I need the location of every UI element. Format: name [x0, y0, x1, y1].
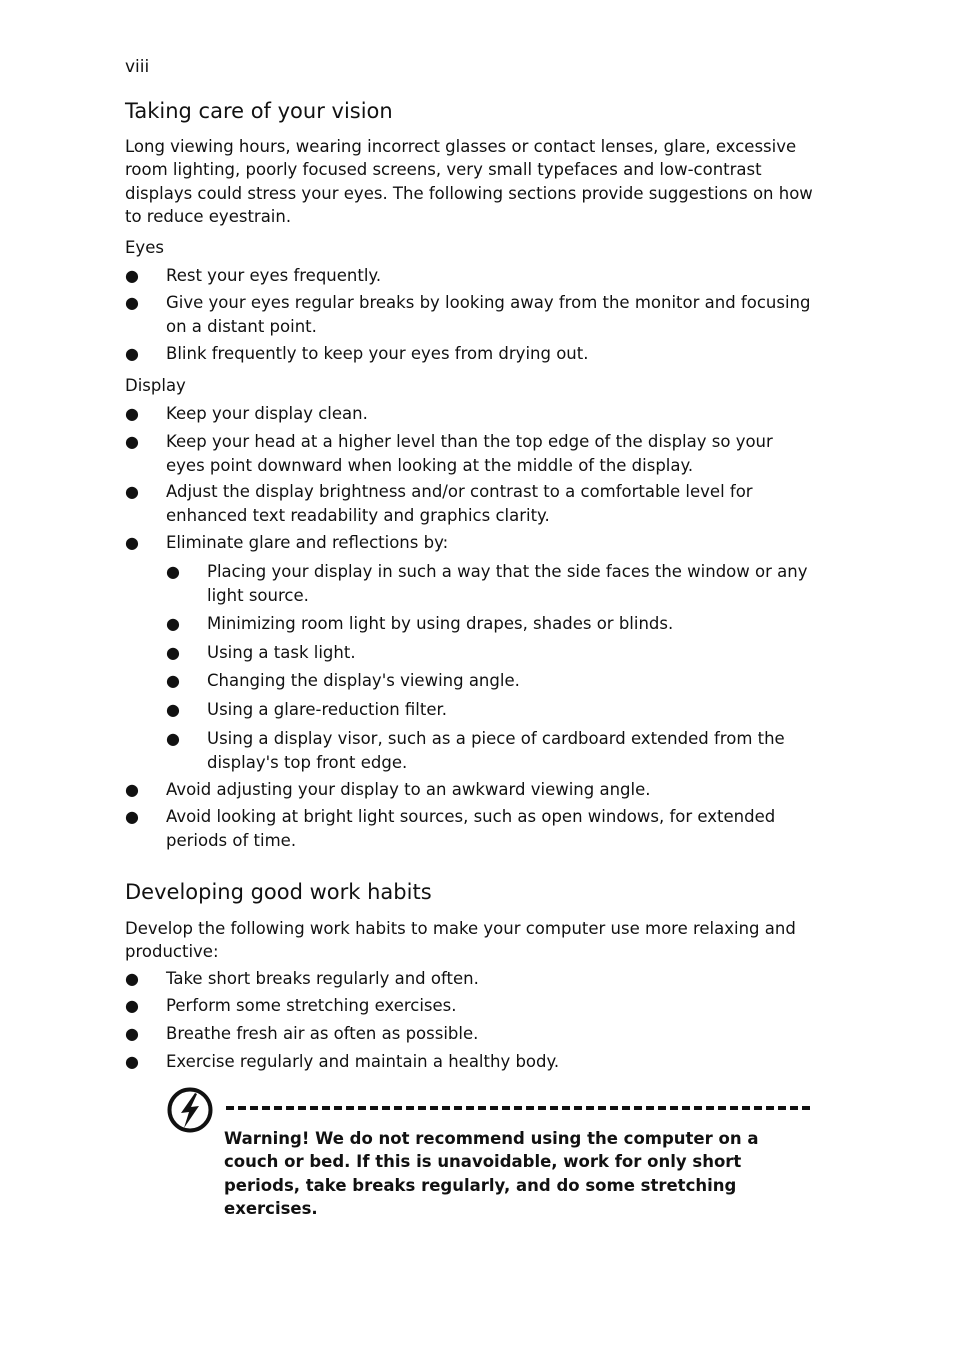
- bullet-icon: ●: [166, 700, 180, 719]
- bullet-icon: ●: [125, 1052, 139, 1071]
- list-item-text: Avoid looking at bright light sources, such as open windows, for extended periods of time.: [166, 807, 776, 850]
- bullet-icon: ●: [125, 404, 139, 423]
- list-item-text: Minimizing room light by using drapes, shades or blinds.: [207, 614, 674, 633]
- list-item-text: Adjust the display brightness and/or contrast to a comfortable level for enhanced text readability and graphics clarity.: [166, 482, 753, 525]
- list-item-text: Breathe fresh air as often as possible.: [166, 1024, 479, 1043]
- display-label: Display: [125, 376, 186, 395]
- list-item-text: Changing the display's viewing angle.: [207, 671, 520, 690]
- habits-heading: Developing good work habits: [125, 880, 432, 904]
- bullet-icon: ●: [125, 293, 139, 312]
- bullet-icon: ●: [125, 344, 139, 363]
- page-number: viii: [125, 57, 150, 77]
- list-item-text: Blink frequently to keep your eyes from drying out.: [166, 344, 589, 363]
- bullet-icon: ●: [125, 1024, 139, 1043]
- list-item-text: Keep your head at a higher level than the top edge of the display so your eyes point downward when looking at the middle of the display.: [166, 432, 773, 475]
- list-item-text: Exercise regularly and maintain a healthy body.: [166, 1052, 560, 1071]
- warning-text: Warning! We do not recommend using the computer on a couch or bed. If this is unavoidable, work for only short periods, take breaks regularly, and do some stretching exercises.: [224, 1129, 759, 1218]
- list-item-text: Perform some stretching exercises.: [166, 996, 457, 1015]
- bullet-icon: ●: [166, 729, 180, 748]
- bullet-icon: ●: [125, 266, 139, 285]
- vision-intro: Long viewing hours, wearing incorrect glasses or contact lenses, glare, excessive room lighting, poorly focused screens, very small typefaces and low-contrast displays could stress your eyes. The following sections provide suggestions on how to reduce eyestrain.: [125, 137, 813, 226]
- bullet-icon: ●: [125, 996, 139, 1015]
- list-item-text: Using a glare-reduction filter.: [207, 700, 448, 719]
- list-item-text: Take short breaks regularly and often.: [166, 969, 479, 988]
- bullet-icon: ●: [166, 562, 180, 581]
- bullet-icon: ●: [125, 482, 139, 501]
- bullet-icon: ●: [125, 969, 139, 988]
- list-item-text: Rest your eyes frequently.: [166, 266, 382, 285]
- warning-divider: [226, 1106, 810, 1110]
- list-item-text: Keep your display clean.: [166, 404, 368, 423]
- bullet-icon: ●: [125, 432, 139, 451]
- bullet-icon: ●: [125, 807, 139, 826]
- list-item-text: Using a display visor, such as a piece of cardboard extended from the display's top front edge.: [207, 729, 785, 772]
- habits-intro: Develop the following work habits to make your computer use more relaxing and productive:: [125, 919, 796, 962]
- list-item-text: Placing your display in such a way that the side faces the window or any light source.: [207, 562, 808, 605]
- list-item-text: Eliminate glare and reflections by:: [166, 533, 449, 552]
- bullet-icon: ●: [166, 671, 180, 690]
- list-item-text: Give your eyes regular breaks by looking away from the monitor and focusing on a distant point.: [166, 293, 811, 336]
- bullet-icon: ●: [166, 643, 180, 662]
- vision-heading: Taking care of your vision: [125, 99, 393, 123]
- bullet-icon: ●: [125, 780, 139, 799]
- warning-lightning-icon: [166, 1086, 214, 1134]
- list-item-text: Avoid adjusting your display to an awkward viewing angle.: [166, 780, 651, 799]
- bullet-icon: ●: [125, 533, 139, 552]
- eyes-label: Eyes: [125, 238, 164, 257]
- bullet-icon: ●: [166, 614, 180, 633]
- list-item-text: Using a task light.: [207, 643, 356, 662]
